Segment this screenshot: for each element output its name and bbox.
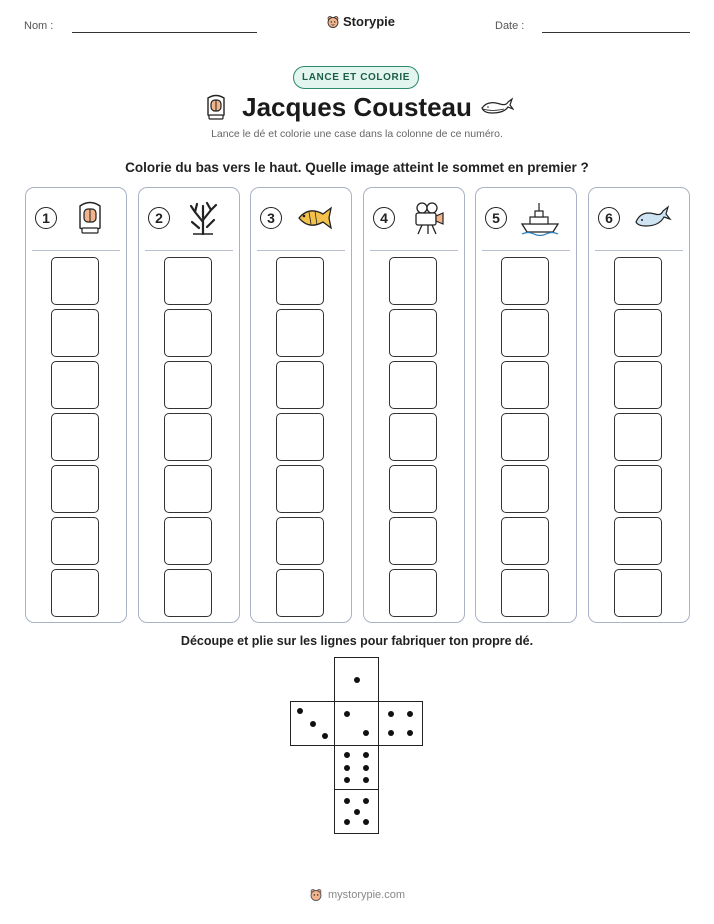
column-divider	[32, 250, 120, 251]
color-box[interactable]	[51, 361, 99, 409]
color-box[interactable]	[389, 361, 437, 409]
color-column-1	[25, 187, 127, 623]
color-box[interactable]	[164, 413, 212, 461]
die-face-2	[334, 701, 379, 746]
die-pip	[363, 798, 369, 804]
column-divider	[482, 250, 570, 251]
color-box[interactable]	[51, 257, 99, 305]
color-box[interactable]	[501, 309, 549, 357]
column-divider	[595, 250, 683, 251]
color-box[interactable]	[164, 517, 212, 565]
die-face-6	[334, 745, 379, 790]
die-pip	[344, 798, 350, 804]
date-label: Date :	[495, 20, 525, 32]
column-number: 4	[373, 207, 395, 229]
color-box[interactable]	[276, 569, 324, 617]
diving-helmet-icon	[70, 200, 110, 236]
die-pip	[354, 809, 360, 815]
fish-icon	[295, 200, 335, 236]
color-box[interactable]	[164, 309, 212, 357]
whale-icon	[480, 96, 514, 118]
die-pip	[310, 721, 316, 727]
die-pip	[344, 765, 350, 771]
color-box[interactable]	[614, 257, 662, 305]
color-box[interactable]	[614, 309, 662, 357]
storypie-mascot-icon	[309, 888, 323, 902]
color-box[interactable]	[51, 413, 99, 461]
color-box[interactable]	[164, 465, 212, 513]
color-box[interactable]	[276, 257, 324, 305]
color-box[interactable]	[501, 413, 549, 461]
color-box[interactable]	[276, 413, 324, 461]
color-box[interactable]	[614, 465, 662, 513]
color-box[interactable]	[501, 465, 549, 513]
title-text: Jacques Cousteau	[242, 92, 472, 122]
die-pip	[354, 677, 360, 683]
die-face-5	[334, 789, 379, 834]
name-field[interactable]	[72, 32, 257, 33]
die-pip	[363, 730, 369, 736]
color-box[interactable]	[51, 465, 99, 513]
die-pip	[344, 752, 350, 758]
coral-icon	[183, 200, 223, 236]
column-divider	[145, 250, 233, 251]
color-column-6	[588, 187, 690, 623]
die-pip	[344, 819, 350, 825]
color-box[interactable]	[389, 309, 437, 357]
page-subtitle: Lance le dé et colorie une case dans la colonne de ce numéro.	[211, 128, 503, 140]
column-number: 5	[485, 207, 507, 229]
color-box[interactable]	[51, 569, 99, 617]
column-number: 3	[260, 207, 282, 229]
color-column-5	[475, 187, 577, 623]
footer	[0, 888, 714, 902]
die-pip	[363, 777, 369, 783]
color-box[interactable]	[614, 517, 662, 565]
column-number: 6	[598, 207, 620, 229]
color-box[interactable]	[276, 465, 324, 513]
color-box[interactable]	[164, 257, 212, 305]
date-field[interactable]	[542, 32, 690, 33]
game-instruction: Colorie du bas vers le haut. Quelle image atteint le sommet en premier ?	[125, 160, 589, 175]
color-column-4	[363, 187, 465, 623]
footer-url[interactable]: mystorypie.com	[327, 889, 406, 901]
color-box[interactable]	[389, 569, 437, 617]
color-box[interactable]	[614, 413, 662, 461]
column-divider	[370, 250, 458, 251]
color-box[interactable]	[51, 517, 99, 565]
die-face-4	[378, 701, 423, 746]
die-pip	[363, 819, 369, 825]
die-face-1	[334, 657, 379, 702]
die-pip	[322, 733, 328, 739]
color-box[interactable]	[389, 257, 437, 305]
brand-logo	[326, 14, 395, 29]
color-box[interactable]	[276, 517, 324, 565]
color-column-2	[138, 187, 240, 623]
color-box[interactable]	[614, 569, 662, 617]
diving-helmet-icon	[203, 94, 229, 122]
color-box[interactable]	[389, 465, 437, 513]
column-number: 2	[148, 207, 170, 229]
color-box[interactable]	[501, 517, 549, 565]
column-number: 1	[35, 207, 57, 229]
color-box[interactable]	[614, 361, 662, 409]
color-box[interactable]	[501, 361, 549, 409]
color-box[interactable]	[501, 257, 549, 305]
die-pip	[344, 777, 350, 783]
die-face-3	[290, 701, 335, 746]
color-box[interactable]	[276, 361, 324, 409]
die-pip	[297, 708, 303, 714]
storypie-mascot-icon	[326, 15, 340, 29]
activity-badge: LANCE ET COLORIE	[293, 66, 419, 89]
die-pip	[388, 730, 394, 736]
cut-instruction: Découpe et plie sur les lignes pour fabriquer ton propre dé.	[180, 634, 534, 648]
column-divider	[257, 250, 345, 251]
color-box[interactable]	[51, 309, 99, 357]
ship-icon	[520, 200, 560, 236]
color-box[interactable]	[389, 413, 437, 461]
die-pip	[363, 752, 369, 758]
brand-name: Storypie	[343, 14, 396, 29]
page-title	[0, 92, 714, 123]
die-pip	[388, 711, 394, 717]
color-box[interactable]	[501, 569, 549, 617]
color-column-3	[250, 187, 352, 623]
film-camera-icon	[408, 200, 448, 236]
color-box[interactable]	[164, 361, 212, 409]
die-pip	[407, 711, 413, 717]
die-pip	[344, 711, 350, 717]
name-label: Nom :	[24, 20, 54, 32]
die-pip	[363, 765, 369, 771]
whale-icon	[633, 200, 673, 236]
color-box[interactable]	[389, 517, 437, 565]
die-pip	[407, 730, 413, 736]
color-box[interactable]	[276, 309, 324, 357]
color-box[interactable]	[164, 569, 212, 617]
